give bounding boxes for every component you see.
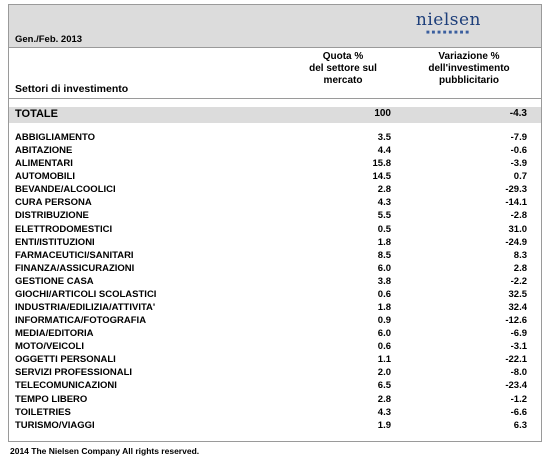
copyright-footer: 2014 The Nielsen Company All rights reserved. bbox=[10, 446, 200, 456]
sector-variation: 32.5 bbox=[508, 288, 527, 300]
table-row bbox=[9, 249, 541, 262]
sector-quota: 3.8 bbox=[377, 275, 391, 287]
column-header-variation-line: pubblicitario bbox=[439, 75, 499, 86]
sector-name: ENTI/ISTITUZIONI bbox=[15, 236, 95, 248]
table-row bbox=[9, 157, 541, 170]
column-header-quota-line: mercato bbox=[323, 75, 363, 86]
sector-name: GIOCHI/ARTICOLI SCOLASTICI bbox=[15, 288, 157, 300]
sector-quota: 4.4 bbox=[377, 145, 391, 157]
column-header-quota-line: del settore sul bbox=[309, 63, 377, 74]
column-header-variation-line: Variazione % bbox=[438, 51, 500, 62]
sector-variation: -8.0 bbox=[510, 367, 527, 379]
sector-quota: 6.0 bbox=[377, 262, 391, 274]
sector-name: TOILETRIES bbox=[15, 406, 71, 418]
sector-variation: 32.4 bbox=[508, 302, 527, 314]
table-row bbox=[9, 288, 541, 301]
table-row bbox=[9, 353, 541, 366]
sector-quota: 2.8 bbox=[377, 184, 391, 196]
sector-name: MOTO/VEICOLI bbox=[15, 341, 84, 353]
total-name: TOTALE bbox=[15, 108, 58, 120]
table-row bbox=[9, 144, 541, 157]
table-row bbox=[9, 236, 541, 249]
column-header-variation bbox=[409, 51, 529, 87]
total-quota: 100 bbox=[374, 108, 391, 119]
sector-name: FARMACEUTICI/SANITARI bbox=[15, 249, 134, 261]
sector-variation: -1.2 bbox=[510, 393, 527, 405]
table-row bbox=[9, 340, 541, 353]
sector-name: BEVANDE/ALCOOLICI bbox=[15, 184, 116, 196]
sector-name: INFORMATICA/FOTOGRAFIA bbox=[15, 315, 147, 327]
sector-name: ABITAZIONE bbox=[15, 145, 73, 157]
logo-wordmark: nielsen bbox=[415, 10, 481, 30]
sector-name: GESTIONE CASA bbox=[15, 275, 94, 287]
sector-variation: -0.6 bbox=[510, 145, 527, 157]
title-band bbox=[9, 5, 541, 47]
sector-name: OGGETTI PERSONALI bbox=[15, 354, 116, 366]
total-variation: -4.3 bbox=[509, 108, 527, 119]
table-row bbox=[9, 379, 541, 392]
sector-variation: -3.1 bbox=[510, 341, 527, 353]
sector-list bbox=[9, 131, 541, 432]
column-header-sector: Settori di investimento bbox=[15, 83, 129, 95]
sector-variation: -6.6 bbox=[510, 406, 527, 418]
sector-variation: -23.4 bbox=[505, 380, 527, 392]
sector-quota: 1.9 bbox=[377, 419, 391, 431]
sector-name: AUTOMOBILI bbox=[15, 171, 75, 183]
sector-name: FINANZA/ASSICURAZIONI bbox=[15, 262, 135, 274]
sector-quota: 0.6 bbox=[377, 288, 391, 300]
sector-quota: 6.5 bbox=[377, 380, 391, 392]
sector-name: DISTRIBUZIONE bbox=[15, 210, 89, 222]
table-row bbox=[9, 131, 541, 144]
column-header-quota-line: Quota % bbox=[322, 51, 364, 62]
table-row bbox=[9, 314, 541, 327]
table-row bbox=[9, 393, 541, 406]
table-row bbox=[9, 301, 541, 314]
table-row bbox=[9, 275, 541, 288]
sector-name: TEMPO LIBERO bbox=[15, 393, 88, 405]
column-header-row bbox=[9, 47, 541, 99]
sector-name: CURA PERSONA bbox=[15, 197, 92, 209]
report-table bbox=[8, 4, 542, 442]
column-header-quota bbox=[295, 51, 391, 87]
sector-name: ABBIGLIAMENTO bbox=[15, 132, 96, 143]
table-row bbox=[9, 262, 541, 275]
logo-dots-decoration: ■■■■■■■■ bbox=[425, 30, 471, 36]
sector-quota: 0.6 bbox=[377, 341, 391, 353]
sector-name: TELECOMUNICAZIONI bbox=[15, 380, 117, 392]
column-header-variation-line: dell'investimento bbox=[428, 63, 510, 74]
sector-quota: 8.5 bbox=[377, 249, 391, 261]
sector-quota: 5.5 bbox=[377, 210, 391, 222]
sector-variation: 2.8 bbox=[513, 262, 527, 274]
sector-variation: 6.3 bbox=[513, 419, 527, 431]
sector-variation: -6.9 bbox=[510, 328, 527, 340]
sector-quota: 4.3 bbox=[377, 406, 391, 418]
sector-variation: -7.9 bbox=[510, 132, 527, 143]
period-label: Gen./Feb. 2013 bbox=[15, 34, 83, 45]
sector-name: ELETTRODOMESTICI bbox=[15, 223, 113, 235]
sector-quota: 1.8 bbox=[377, 236, 391, 248]
sector-variation: -22.1 bbox=[505, 354, 527, 366]
sector-quota: 1.1 bbox=[377, 354, 391, 366]
table-row bbox=[9, 170, 541, 183]
sector-name: SERVIZI PROFESSIONALI bbox=[15, 367, 133, 379]
sector-variation: -24.9 bbox=[505, 236, 527, 248]
sector-quota: 6.0 bbox=[377, 328, 391, 340]
sector-name: INDUSTRIA/EDILIZIA/ATTIVITA' bbox=[15, 302, 156, 314]
sector-variation: 0.7 bbox=[513, 171, 527, 183]
sector-name: MEDIA/EDITORIA bbox=[15, 328, 94, 340]
sector-quota: 0.9 bbox=[377, 315, 391, 327]
table-row bbox=[9, 327, 541, 340]
table-row bbox=[9, 406, 541, 419]
sector-variation: -2.8 bbox=[510, 210, 527, 222]
sector-quota: 3.5 bbox=[377, 132, 391, 143]
sector-variation: -29.3 bbox=[505, 184, 527, 196]
sector-quota: 2.8 bbox=[377, 393, 391, 405]
total-row bbox=[9, 107, 541, 123]
sector-quota: 4.3 bbox=[377, 197, 391, 209]
sector-quota: 15.8 bbox=[372, 158, 391, 170]
sector-name: ALIMENTARI bbox=[15, 158, 73, 170]
sector-variation: -12.6 bbox=[505, 315, 527, 327]
sector-variation: 8.3 bbox=[513, 249, 527, 261]
table-row bbox=[9, 419, 541, 432]
table-row bbox=[9, 366, 541, 379]
table-row bbox=[9, 183, 541, 196]
table-row bbox=[9, 209, 541, 222]
sector-quota: 2.0 bbox=[377, 367, 391, 379]
sector-variation: -2.2 bbox=[510, 275, 527, 287]
sector-variation: 31.0 bbox=[508, 223, 527, 235]
sector-variation: -3.9 bbox=[510, 158, 527, 170]
sector-variation: -14.1 bbox=[505, 197, 527, 209]
nielsen-logo bbox=[416, 11, 481, 36]
sector-quota: 14.5 bbox=[372, 171, 391, 183]
table-row bbox=[9, 223, 541, 236]
sector-name: TURISMO/VIAGGI bbox=[15, 419, 95, 431]
sector-quota: 0.5 bbox=[377, 223, 391, 235]
table-row bbox=[9, 196, 541, 209]
sector-quota: 1.8 bbox=[377, 302, 391, 314]
